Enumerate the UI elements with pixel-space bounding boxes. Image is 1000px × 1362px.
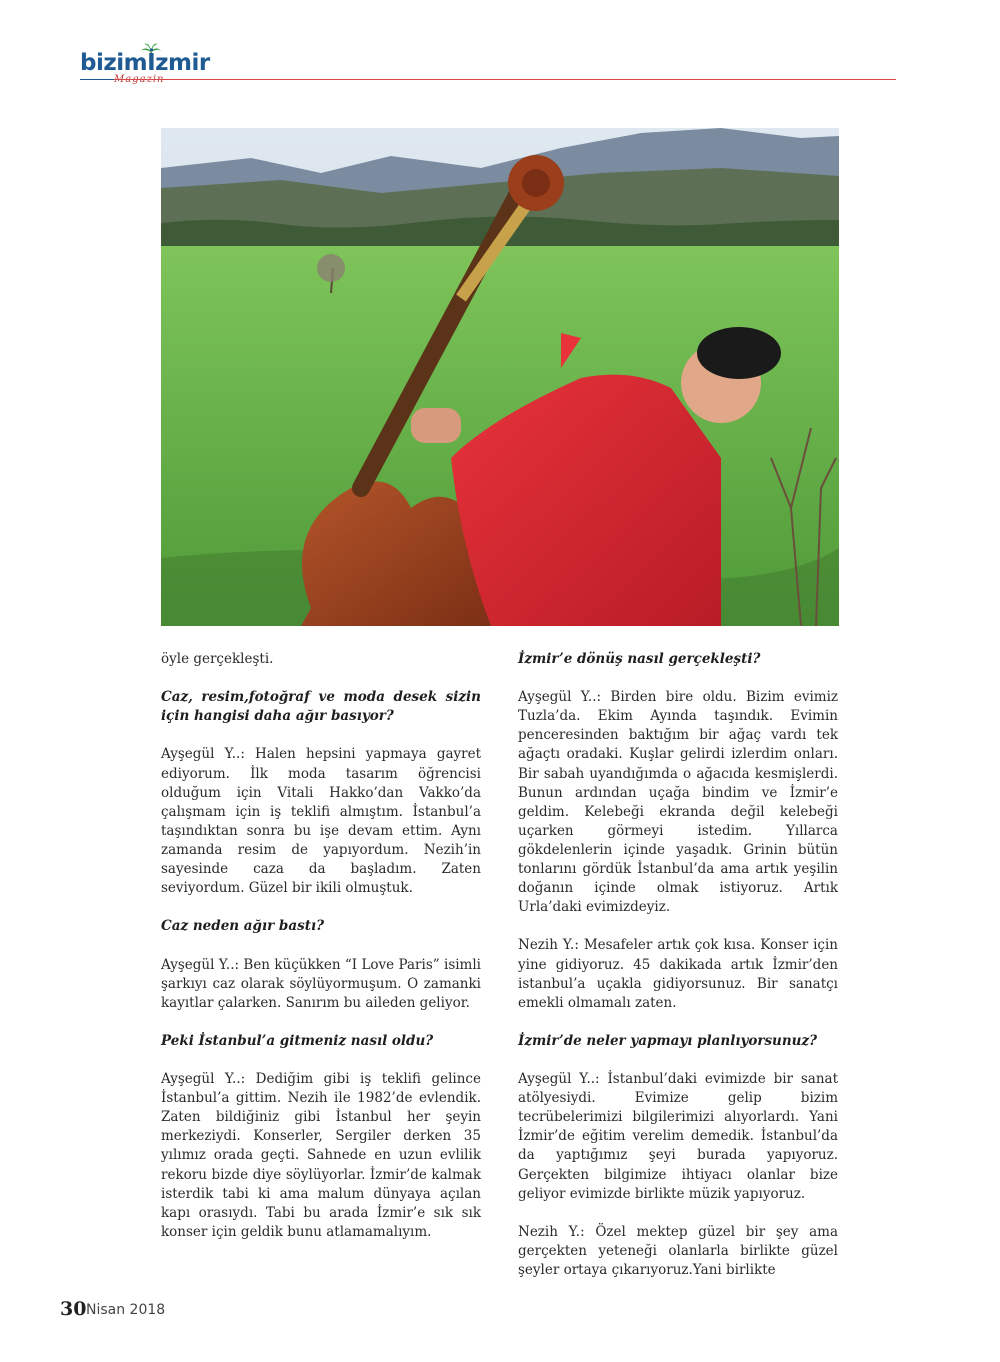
paragraph: Ayşegül Y..: İstanbul’daki evimizde bir sanat atölyesiydi. Evimize gelip bizim tecrübelerimizi bilgilerimizi alıyorlardı. Yani İzmir’de eğitim verelim demedik. İstanbul’da da yaptığımız şeyi burada yapıyoruz. Gerçekten bilgimize ihtiyacı olanlar bize geliyor evimizde birlikte müzik yapıyoruz. bbox=[518, 1071, 838, 1202]
paragraph: Nezih Y.: Mesafeler artık çok kısa. Konser için yine gidiyoruz. 45 dakikada artık İzmir’den istanbul’a uçakla gidiyorsunuz. Bir sanatçı emekli olmamalı zaten. bbox=[518, 937, 838, 1011]
article-photo bbox=[161, 128, 839, 626]
paragraph: Ayşegül Y..: Ben küçükken “I Love Paris” isimli şarkıyı caz olarak söylüyormuşum. O zamanki kayıtlar çalarken. Sanırım bu aileden geliyor. bbox=[161, 956, 481, 1011]
photo-man-double-bass-icon bbox=[161, 128, 839, 626]
interview-question: Caz, resim,fotoğraf ve moda desek sizin için hangisi daha ağır basıyor? bbox=[161, 689, 481, 725]
magazine-logo bbox=[80, 42, 220, 90]
issue-date: Nisan 2018 bbox=[86, 1302, 166, 1318]
brand-name: bizimİzmir bbox=[80, 50, 210, 76]
page-number: 30 bbox=[60, 1298, 87, 1320]
interview-question: İzmir’de neler yapmayı planlıyorsunuz? bbox=[518, 1032, 818, 1049]
paragraph: Ayşegül Y..: Birden bire oldu. Bizim evimiz Tuzla’da. Ekim Ayında taşındık. Evimin penceresinden baktığım bir ağaç vardı tek ağaçtı oradaki. Kuşlar gelirdi izlerdim onları. Bir sabah uyandığımda o ağacıda kesmişlerdi. Bunun ardından uçağa bindim ve İzmir’e geldim. Kelebeği ekranda değil kelebeği uçarken görmeyi istedim. Yıllarca gökdelenlerin içinde yaşadık. Grinin bütün tonlarını gördük İstanbul’da ama artık yeşilin doğanın içinde olmak istiyoruz. Artık Urla’daki evimizdeyiz. bbox=[518, 689, 838, 916]
paragraph: Ayşegül Y..: Halen hepsini yapmaya gayret ediyorum. İlk moda tasarım öğrencisi olduğum için Vitali Hakko’dan Vakko’da çalışmam için iş teklifi almıştım. İstanbul’a taşındıktan sonra bu işe devam ettim. Aynı zamanda resim de yapıyordum. Nezih’in sayesinde caza da başladım. Zaten seviyordum. Güzel bir ikili olmuştuk. bbox=[161, 746, 481, 897]
article-column-right bbox=[518, 650, 838, 1299]
interview-question: İzmir’e dönüş nasıl gerçekleşti? bbox=[518, 651, 761, 667]
paragraph: Ayşegül Y..: Dediğim gibi iş teklifi gelince İstanbul’a gittim. Nezih ile 1982’de evlendik. Zaten bildiğiniz gibi İstanbul her şeyin merkeziydi. Konserler, Sergiler derken 35 yılımız orada geçti. Sahnede en uzun evlilik rekoru bizde diye söylüyorlar. İzmir’de kalmak isterdik tabi ki ama malum dünyaya açılan kapı orasıydı. Tabi bu arada İzmir’e sık sık konser için geldik bunu atlamamalıyım. bbox=[161, 1071, 481, 1240]
paragraph: öyle gerçekleşti. bbox=[161, 651, 274, 667]
interview-question: Peki İstanbul’a gitmeniz nasıl oldu? bbox=[161, 1032, 434, 1049]
paragraph: Nezih Y.: Özel mektep güzel bir şey ama gerçekten yeteneği olanlarla birlikte güzel şeyler ortaya çıkarıyoruz.Yani birlikte bbox=[518, 1223, 838, 1278]
article-column-left bbox=[161, 650, 481, 1261]
header-divider bbox=[80, 79, 896, 80]
header-divider-accent bbox=[80, 79, 114, 80]
interview-question: Caz neden ağır bastı? bbox=[161, 918, 324, 935]
